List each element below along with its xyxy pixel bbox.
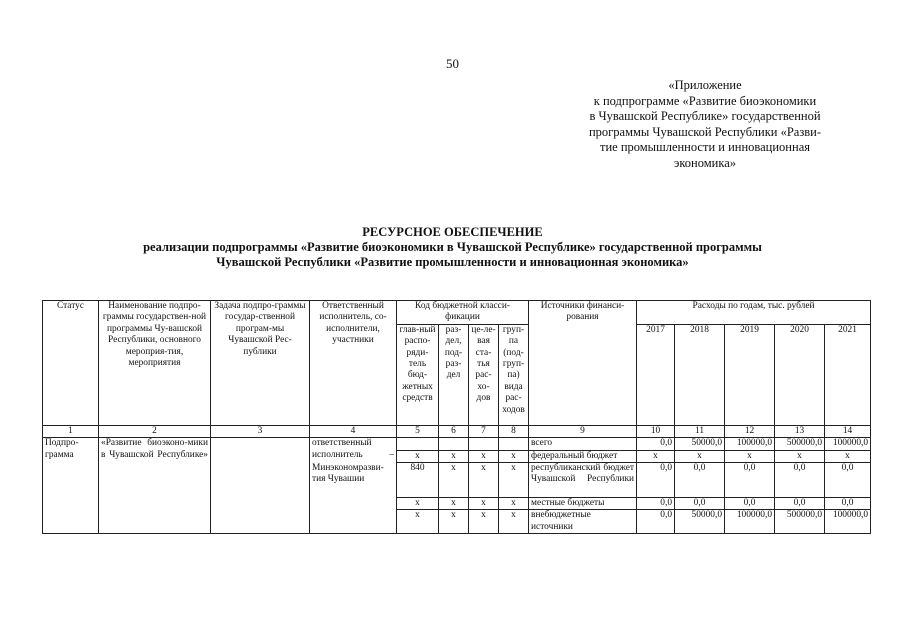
header-task: Задача подпро-граммы государ-ственной програм-мы Чувашской Рес-публики: [211, 301, 310, 426]
value-cell: 0,0: [675, 463, 725, 498]
value-cell: 0,0: [637, 498, 675, 510]
appendix-line: «Приложение: [668, 78, 742, 92]
appendix-line: в Чувашской Республике» государственной: [589, 109, 821, 124]
code-cell: х: [397, 498, 439, 510]
column-number: 3: [211, 425, 310, 437]
value-cell: 100000,0: [725, 438, 775, 450]
column-number: 6: [439, 425, 469, 437]
column-number: 2: [99, 425, 211, 437]
value-cell: х: [725, 450, 775, 462]
executor-cell: исполнитель –: [310, 450, 397, 462]
header-name: Наименование подпро-граммы государствен-ной программы Чу-вашской Республики, основного мероприя-тия, мероприятия: [99, 301, 211, 426]
code-cell: 840: [397, 463, 439, 498]
header-code-col: це-ле-вая ста-тья рас-хо-дов: [469, 324, 499, 425]
value-cell: х: [675, 450, 725, 462]
table-row: [43, 438, 871, 450]
executor-cell: ответственный: [310, 438, 397, 450]
column-number: 8: [499, 425, 529, 437]
header-code-col: груп-па (под-груп-па) вида рас-ходов: [499, 324, 529, 425]
column-number: 10: [637, 425, 675, 437]
column-number: 13: [775, 425, 825, 437]
header-row: [43, 301, 871, 325]
value-cell: 50000,0: [675, 510, 725, 534]
value-cell: х: [825, 450, 871, 462]
code-cell: х: [499, 463, 529, 498]
source-cell: федеральный бюджет: [529, 450, 637, 462]
value-cell: 0,0: [775, 463, 825, 498]
code-cell: х: [499, 450, 529, 462]
header-year: 2019: [725, 324, 775, 425]
value-cell: 0,0: [637, 463, 675, 498]
value-cell: 0,0: [725, 463, 775, 498]
header-sources: Источники финанси-рования: [529, 301, 637, 426]
code-cell: х: [397, 510, 439, 534]
code-cell: х: [469, 498, 499, 510]
title-line: реализации подпрограммы «Развитие биоэкономики в Чувашской Республике» государственной программы: [143, 240, 762, 254]
code-cell: х: [439, 510, 469, 534]
column-number: 5: [397, 425, 439, 437]
value-cell: 50000,0: [675, 438, 725, 450]
code-cell: х: [469, 450, 499, 462]
header-expenses: Расходы по годам, тыс. рублей: [637, 301, 871, 325]
status-cell: Подпро-грамма: [43, 438, 99, 534]
code-cell: [499, 438, 529, 450]
task-cell: [211, 438, 310, 534]
column-number: 7: [469, 425, 499, 437]
code-cell: х: [499, 498, 529, 510]
value-cell: х: [637, 450, 675, 462]
value-cell: 100000,0: [825, 510, 871, 534]
code-cell: х: [469, 510, 499, 534]
source-cell: внебюджетные источники: [529, 510, 637, 534]
code-cell: [439, 438, 469, 450]
column-number: 11: [675, 425, 725, 437]
value-cell: 0,0: [825, 463, 871, 498]
page-number: 50: [446, 56, 459, 71]
header-year: 2017: [637, 324, 675, 425]
header-year: 2021: [825, 324, 871, 425]
column-number-row: [43, 425, 871, 437]
name-cell: «Развитие биоэконо-мики в Чувашской Республике»: [99, 438, 211, 534]
value-cell: 0,0: [637, 438, 675, 450]
header-year: 2020: [775, 324, 825, 425]
value-cell: 500000,0: [775, 510, 825, 534]
source-cell: местные бюджеты: [529, 498, 637, 510]
column-number: 1: [43, 425, 99, 437]
value-cell: 100000,0: [725, 510, 775, 534]
code-cell: х: [439, 498, 469, 510]
code-cell: [469, 438, 499, 450]
title-line: Чувашской Республики «Развитие промышленности и инновационная экономика»: [216, 255, 689, 269]
appendix-line: экономика»: [673, 155, 737, 170]
code-cell: х: [469, 463, 499, 498]
title-line: РЕСУРСНОЕ ОБЕСПЕЧЕНИЕ: [362, 225, 543, 239]
source-cell: республиканский бюджет Чувашской Республики: [529, 463, 637, 498]
header-year: 2018: [675, 324, 725, 425]
value-cell: 500000,0: [775, 438, 825, 450]
value-cell: 0,0: [825, 498, 871, 510]
appendix-line: тие промышленности и инновационная: [600, 140, 810, 155]
appendix-line: программы Чувашской Республики «Разви-: [588, 124, 822, 139]
document-title: [60, 225, 845, 270]
column-number: 4: [310, 425, 397, 437]
code-cell: х: [397, 450, 439, 462]
value-cell: 0,0: [637, 510, 675, 534]
source-cell: всего: [529, 438, 637, 450]
column-number: 14: [825, 425, 871, 437]
header-executor: Ответственный исполнитель, со-исполнители, участники: [310, 301, 397, 426]
value-cell: 0,0: [725, 498, 775, 510]
value-cell: 0,0: [775, 498, 825, 510]
code-cell: х: [499, 510, 529, 534]
code-cell: [397, 438, 439, 450]
value-cell: х: [775, 450, 825, 462]
value-cell: 0,0: [675, 498, 725, 510]
header-code-col: глав-ный распо-ряди-тель бюд-жетных средств: [397, 324, 439, 425]
resource-table: [42, 300, 871, 534]
header-budget-code: Код бюджетной класси-фикации: [397, 301, 529, 325]
appendix-line: к подпрограмме «Развитие биоэкономики: [593, 93, 817, 108]
column-number: 12: [725, 425, 775, 437]
column-number: 9: [529, 425, 637, 437]
appendix-note: [570, 78, 840, 172]
code-cell: х: [439, 450, 469, 462]
header-code-col: раз-дел, под-раз-дел: [439, 324, 469, 425]
header-status: Статус: [43, 301, 99, 426]
executor-cell: Минэкономразви-тия Чувашии: [310, 463, 397, 534]
value-cell: 100000,0: [825, 438, 871, 450]
code-cell: х: [439, 463, 469, 498]
